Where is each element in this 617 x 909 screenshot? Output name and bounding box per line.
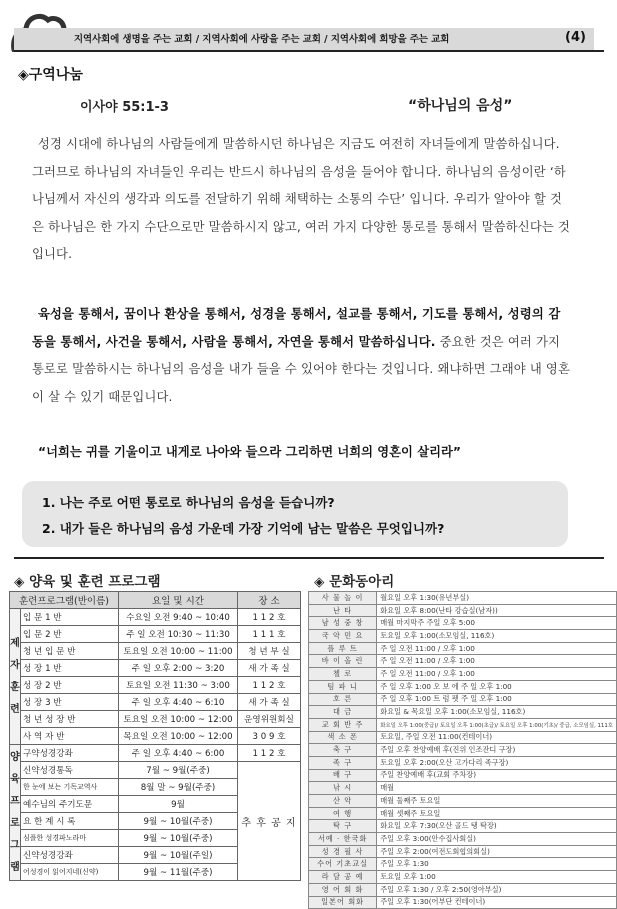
program-place: 청 년 부 실 [238,643,301,660]
program-row [10,660,301,677]
program-name: 한 눈에 보는 기독교역사 [21,779,119,796]
program-place: 운영위원회실 [238,711,301,728]
club-name: 여 행 [309,807,377,820]
program-row [10,694,301,711]
club-name: 팀 파 니 [309,680,377,693]
program-time: 7월 ~ 9월(주중) [119,762,238,779]
program-row [10,762,301,779]
program-row [10,745,301,762]
club-name: 첼 로 [309,668,377,681]
program-title: ◈ 양육 및 훈련 프로그램 [14,574,161,590]
program-time: 주 일 오후 4:40 ~ 6:00 [119,745,238,762]
club-schedule: 주 일 오전 11:00 / 오후 1:00 [377,668,617,681]
club-schedule: 매월 [377,782,617,795]
culture-row [309,680,617,693]
scripture-reference: 이사야 55:1-3 [80,100,169,115]
club-name: 축 구 [309,744,377,757]
club-name: 서예 · 한국화 [309,833,377,846]
culture-row [309,896,617,909]
culture-row [309,744,617,757]
club-schedule: 주일 오후 3:00(안수집사회실) [377,833,617,846]
culture-row [309,845,617,858]
club-schedule: 매월 셋째주 토요일 [377,807,617,820]
culture-row [309,756,617,769]
club-name: 배 구 [309,769,377,782]
program-place: 1 1 2 호 [238,677,301,694]
program-row [10,643,301,660]
culture-row [309,795,617,808]
club-name: 난 타 [309,604,377,617]
program-time: 9월 [119,796,238,813]
club-name: 일본어 회화 [309,896,377,909]
club-schedule: 주 일 오전 11:00 / 오후 1:00 [377,655,617,668]
program-name: 예수님의 주기도문 [21,796,119,813]
club-name: 교 회 반 주 [309,718,377,731]
culture-row [309,871,617,884]
question-2: 2. 내가 들은 하나님의 음성 가운데 가장 기억에 남는 말씀은 무엇입니까? [42,521,445,536]
culture-row [309,769,617,782]
club-schedule: 월요일 오후 1:30(유년부실) [377,592,617,605]
club-schedule: 화요일 오후 8:00(난타 강습실(남자)) [377,604,617,617]
club-schedule: 매월 둘째주 토요일 [377,795,617,808]
club-name: 라 담 공 예 [309,871,377,884]
program-name: 입 문 1 반 [21,609,119,626]
program-time: 주 일 오전 10:30 ~ 11:30 [119,626,238,643]
club-schedule: 주일 오후 1:30 / 오후 2:50(영아부실) [377,883,617,896]
program-row [10,711,301,728]
program-category-nurture: 양 육 프 로 그 램 [10,745,21,881]
culture-row [309,782,617,795]
program-place: 새 가 족 실 [238,660,301,677]
program-name: 요 한 계 시 록 [21,813,119,830]
program-name: 사 역 자 반 [21,728,119,745]
page-number: (4) [565,30,586,45]
program-place: 1 1 2 호 [238,609,301,626]
club-name: 호 른 [309,693,377,706]
club-schedule: 주 일 오전 11:00 / 오후 1:00 [377,642,617,655]
culture-row [309,592,617,605]
club-name: 성 경 필 사 [309,845,377,858]
program-time: 주 일 오후 2:00 ~ 3:20 [119,660,238,677]
program-name: 구약성경강좌 [21,745,119,762]
col-header-time: 요일 및 시간 [119,592,238,609]
culture-club-table [308,591,617,909]
program-row [10,728,301,745]
program-time: 9월 ~ 10월(주중) [119,830,238,847]
club-name: 색 소 폰 [309,731,377,744]
program-row [10,609,301,626]
program-place: 1 1 2 호 [238,745,301,762]
club-name: 탁 구 [309,820,377,833]
program-name: 성 장 2 반 [21,677,119,694]
culture-row [309,630,617,643]
club-schedule: 매월 마지막주 주일 오후 5:00 [377,617,617,630]
program-name: 성 장 1 반 [21,660,119,677]
club-schedule: 토요일 오후 1:00(소모임실, 116호) [377,630,617,643]
program-name: 성 장 3 반 [21,694,119,711]
section-divider [14,557,604,559]
program-name: 청 년 입 문 반 [21,643,119,660]
program-time: 주 일 오후 4:40 ~ 6:10 [119,694,238,711]
club-schedule: 토요일 오후 2:00(오산 고가다리 족구장) [377,756,617,769]
sermon-paragraph-2 [32,301,572,411]
program-table [9,591,301,881]
sermon-paragraph-1: 성경 시대에 하나님의 사람들에게 말씀하시던 하나님은 지금도 여전히 자녀들에게 말씀하십니다. 그러므로 하나님의 자녀들인 우리는 반드시 하나님의 음성을 들어야 합니다. 하나님의 음성이란 ‘하나님께서 자신의 생각과 의도를 전달하기 위해 채택하는 소통의 수단’ 입니다. 우리가 알아야 할 것은 하나님은 한 가지 수단으로만 말씀하시지 않고, 여러 가지 다양한 통로를 통해서 말씀하신다는 것입니다. [32,137,570,262]
program-time: 9월 ~ 10월(주일) [119,847,238,864]
club-schedule: 주일 오후 1:30(어부단 컨테이너) [377,896,617,909]
club-name: 국 악 민 요 [309,630,377,643]
questions-box [22,481,568,547]
program-time: 토요일 오전 11:30 ~ 3:00 [119,677,238,694]
program-place: 1 1 1 호 [238,626,301,643]
program-name: 신약성경강좌 [21,847,119,864]
culture-row [309,617,617,630]
program-place: 3 0 9 호 [238,728,301,745]
culture-row [309,883,617,896]
scripture-quote: “너희는 귀를 기울이고 내게로 나아와 들으라 그리하면 너희의 영혼이 살리라” [38,445,461,459]
header-rule [14,50,604,52]
program-category-discipleship: 제 자 훈 련 [10,609,21,745]
club-name: 플 루 트 [309,642,377,655]
culture-row [309,731,617,744]
program-row [10,626,301,643]
culture-row [309,655,617,668]
culture-row [309,833,617,846]
program-name: 어성경이 읽어지네(신약) [21,864,119,881]
club-name: 바 이 올 린 [309,655,377,668]
program-name: 심플한 성경파노라마 [21,830,119,847]
sermon-paragraph-2-rest: 중요한 것은 여러 가지 통로로 말씀하시는 하나님의 음성을 내가 들을 수 있어야 한다는 것입니다. 왜냐하면 그래야 내 영혼이 살 수 있기 때문입니다. [32,334,570,404]
club-name: 사 물 놀 이 [309,592,377,605]
club-schedule: 주 일 오후 1:00 오 보 에 주 일 오후 1:00 [377,680,617,693]
club-name: 족 구 [309,756,377,769]
program-name: 입 문 2 반 [21,626,119,643]
club-schedule: 주 일 오후 1:00 트 럼 펫 주 일 오후 1:00 [377,693,617,706]
header-motto: 지역사회에 생명을 주는 교회 / 지역사회에 사랑을 주는 교회 / 지역사회에 희망을 주는 교회 [74,34,450,45]
club-name: 대 금 [309,706,377,719]
club-schedule: 주일 오후 2:00(여전도회협의회실) [377,845,617,858]
section-title-group-sharing: ◈구역나눔 [18,67,83,83]
club-schedule: 주일 찬양예배 후(교회 주차장) [377,769,617,782]
program-time: 8월 말 ~ 9월(주중) [119,779,238,796]
club-schedule: 토요일 오후 1:00 [377,871,617,884]
program-time: 목요일 오전 10:00 ~ 12:00 [119,728,238,745]
culture-row [309,807,617,820]
sermon-title: “하나님의 음성” [408,98,513,114]
club-schedule: 주일 오후 1:30 [377,858,617,871]
program-time: 9월 ~ 11월(주중) [119,864,238,881]
club-name: 산 악 [309,795,377,808]
culture-row [309,718,617,731]
col-header-program: 훈련프로그램(반이름) [10,592,119,609]
club-name: 낚 시 [309,782,377,795]
program-name: 신약성경통독 [21,762,119,779]
club-schedule: 토요일, 주일 오전 11:00(컨테이너) [377,731,617,744]
club-name: 수어 기초교실 [309,858,377,871]
program-time: 토요일 오전 10:00 ~ 12:00 [119,711,238,728]
culture-row [309,820,617,833]
club-schedule: 화요일 오후 7:30(오산 골드 탱 탁장) [377,820,617,833]
culture-row [309,642,617,655]
club-schedule: 화요일 오후 1:00(중급)/ 토요일 오후 1:00(초급)/ 토요일 오후 1:00(기초)/ 중급, 소모임실, 111호 [377,718,617,731]
program-time: 수요일 오전 9:40 ~ 10:40 [119,609,238,626]
club-schedule: 주일 오후 찬양예배 후(진위 인조잔디 구장) [377,744,617,757]
question-1: 1. 나는 주로 어떤 통로로 하나님의 음성을 듣습니까? [42,495,335,510]
program-name: 청 년 성 장 반 [21,711,119,728]
club-name: 영 어 회 화 [309,883,377,896]
culture-row [309,706,617,719]
sermon-paragraph-2-bold: 육성을 통해서, 꿈이나 환상을 통해서, 성경을 통해서, 설교를 통해서, 기도를 통해서, 성령의 감동을 통해서, 사건을 통해서, 사람을 통해서, 자연을 통해서 말씀하십니다. [32,307,561,349]
club-schedule: 화요일 & 목요일 오후 1:00(소모임실, 116호) [377,706,617,719]
program-time: 9월 ~ 10월(주중) [119,813,238,830]
program-place: 새 가 족 실 [238,694,301,711]
culture-row [309,858,617,871]
program-row [10,677,301,694]
culture-row [309,604,617,617]
col-header-place: 장 소 [238,592,301,609]
culture-row [309,668,617,681]
culture-row [309,693,617,706]
program-later-notice: 추 후 공 지 [238,762,301,881]
club-name: 남 성 중 창 [309,617,377,630]
culture-club-title: ◈ 문화동아리 [314,574,395,590]
program-time: 토요일 오전 10:00 ~ 11:00 [119,643,238,660]
